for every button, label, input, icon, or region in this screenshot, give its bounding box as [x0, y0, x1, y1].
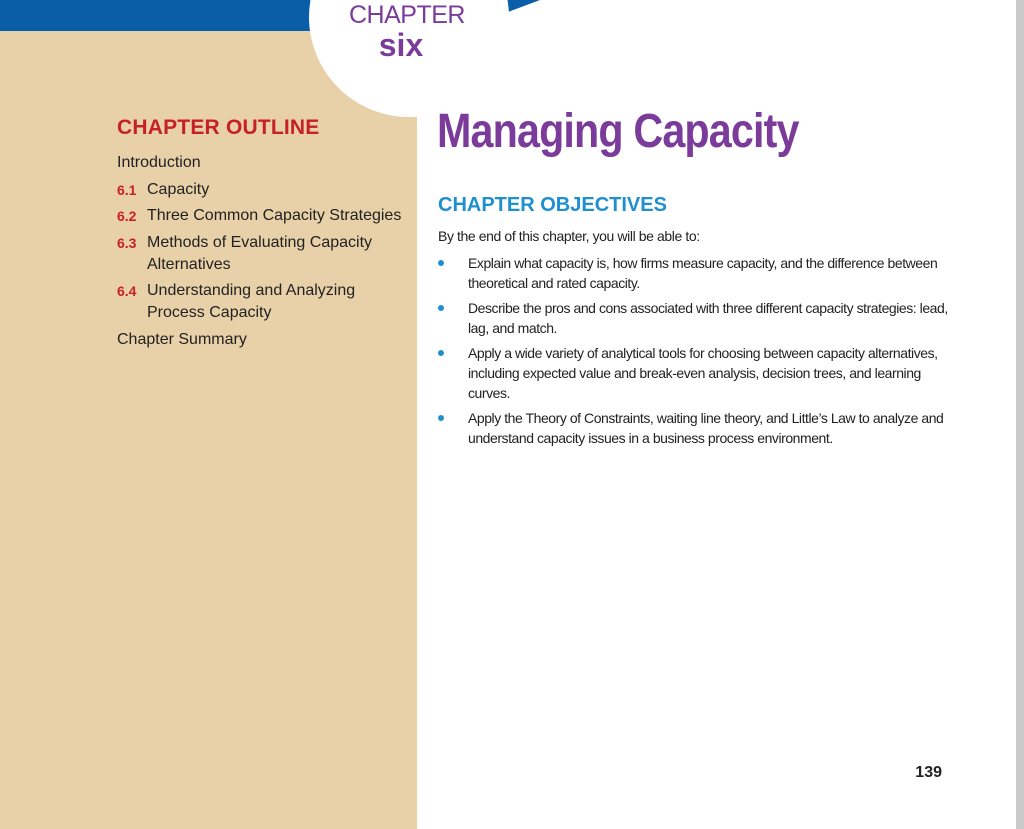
outline-item-label: Chapter Summary — [117, 330, 247, 348]
chapter-label: CHAPTER — [349, 1, 465, 29]
page-number: 139 — [915, 764, 942, 781]
outline-item-number: 6.3 — [117, 234, 137, 251]
bullet-icon — [438, 415, 444, 421]
outline-item-label: Three Common Capacity Strategies — [147, 207, 402, 224]
outline-title: CHAPTER OUTLINE — [117, 116, 320, 139]
outline-item-number: 6.4 — [117, 283, 137, 299]
objective-item — [438, 343, 948, 403]
bullet-icon — [438, 305, 444, 311]
outline-item-introduction[interactable] — [117, 152, 407, 174]
objective-item — [438, 408, 948, 448]
objectives-list — [438, 253, 948, 453]
objective-item — [438, 253, 948, 293]
outline-item-number: 6.2 — [117, 208, 137, 224]
objective-item — [438, 298, 948, 338]
outline-item-chapter-summary[interactable] — [117, 329, 407, 351]
page-edge — [1016, 0, 1024, 829]
outline-item-6-3[interactable] — [117, 232, 407, 276]
objective-text: Apply the Theory of Constraints, waiting line theory, and Little’s Law to analyze and understand capacity issues in a business process environment. — [468, 410, 944, 446]
top-blue-band — [0, 0, 340, 31]
outline-item-label: Methods of Evaluating Capacity Alternatives — [147, 233, 373, 273]
page-title: Managing Capacity — [437, 105, 799, 158]
outline-item-label: Introduction — [117, 154, 201, 171]
bullet-icon — [438, 350, 444, 356]
outline-item-label: Capacity — [147, 180, 210, 198]
objective-text: Apply a wide variety of analytical tools for choosing between capacity alternatives, including expected value and break-even analysis, decision trees, and learning curves. — [468, 345, 938, 401]
outline-item-6-4[interactable] — [117, 280, 407, 324]
objectives-title: CHAPTER OBJECTIVES — [438, 194, 667, 216]
outline-item-6-2[interactable] — [117, 205, 407, 227]
outline-item-number: 6.1 — [117, 181, 137, 198]
outline-list — [117, 152, 407, 355]
outline-item-label: Understanding and Analyzing Process Capacity — [147, 282, 356, 321]
objective-text: Describe the pros and cons associated with three different capacity strategies: lead, lag, and match. — [468, 300, 948, 336]
objective-text: Explain what capacity is, how firms measure capacity, and the difference between theoretical and rated capacity. — [468, 255, 938, 291]
objectives-intro: By the end of this chapter, you will be able to: — [438, 228, 700, 244]
outline-item-6-1[interactable] — [117, 179, 407, 201]
bullet-icon — [438, 260, 444, 266]
chapter-number: six — [378, 27, 424, 63]
